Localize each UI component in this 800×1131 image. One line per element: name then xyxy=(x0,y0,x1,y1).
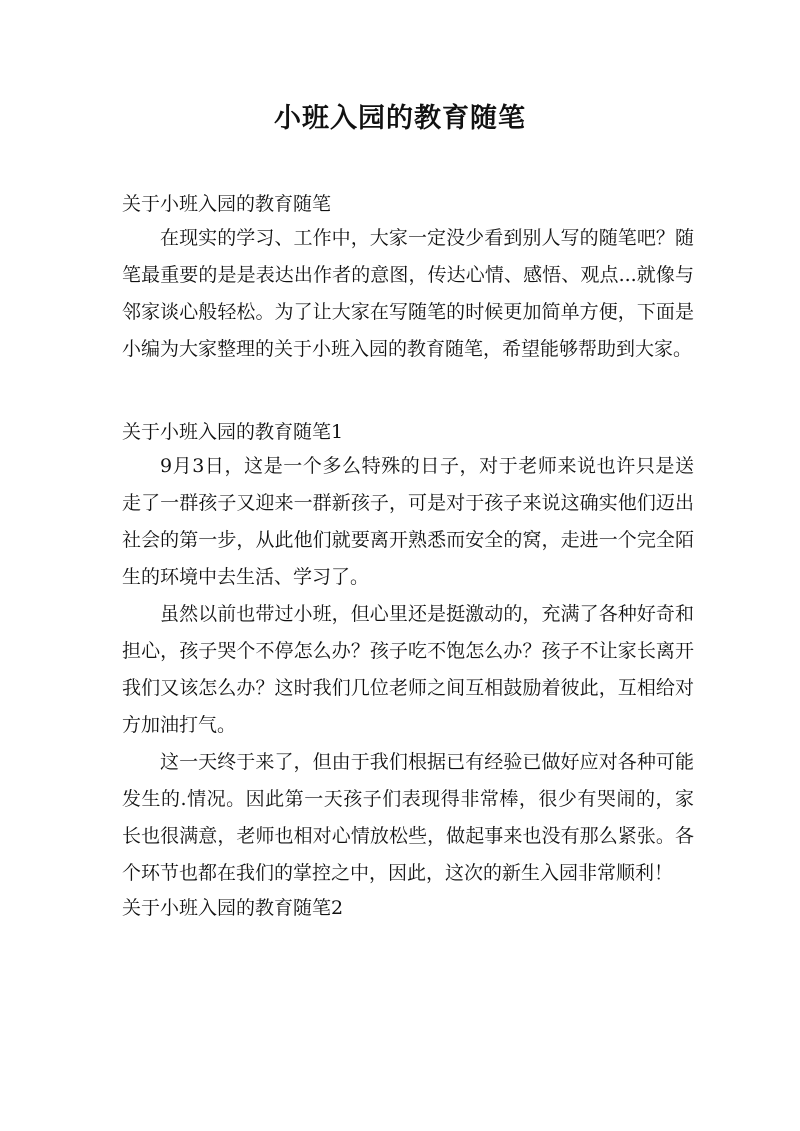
document-body xyxy=(122,188,694,924)
section-2-heading: 关于小班入园的教育随笔2 xyxy=(122,897,344,919)
section-1-paragraph-2: 虽然以前也带过小班，但心里还是挺激动的，充满了各种好奇和担心，孩子哭个不停怎么办？孩子吃不饱怎么办？孩子不让家长离开我们又该怎么办？这时我们几位老师之间互相鼓励着彼此，互相给对方加油打气。 xyxy=(122,603,694,736)
section-1-heading: 关于小班入园的教育随笔1 xyxy=(122,421,344,443)
section-1-paragraph-1: 9月3日，这是一个多么特殊的日子，对于老师来说也许只是送走了一群孩子又迎来一群新孩子，可是对于孩子来说这确实他们迈出社会的第一步，从此他们就要离开熟悉而安全的窝，走进一个完全陌生的环境中去生活、学习了。 xyxy=(122,455,694,588)
section-1-paragraph-3: 这一天终于来了，但由于我们根据已有经验已做好应对各种可能发生的.情况。因此第一天孩子们表现得非常棒，很少有哭闹的，家长也很满意，老师也相对心情放松些，做起事来也没有那么紧张。各个环节也都在我们的掌控之中，因此，这次的新生入园非常顺利！ xyxy=(122,751,694,884)
intro-paragraph: 在现实的学习、工作中，大家一定没少看到别人写的随笔吧？随笔最重要的是是表达出作者的意图，传达心情、感悟、观点...就像与邻家谈心般轻松。为了让大家在写随笔的时候更加简单方便，下面是小编为大家整理的关于小班入园的教育随笔，希望能够帮助到大家。 xyxy=(122,227,694,360)
section-spacer xyxy=(122,368,694,416)
document-title: 小班入园的教育随笔 xyxy=(274,103,526,134)
intro-heading: 关于小班入园的教育随笔 xyxy=(122,193,332,215)
